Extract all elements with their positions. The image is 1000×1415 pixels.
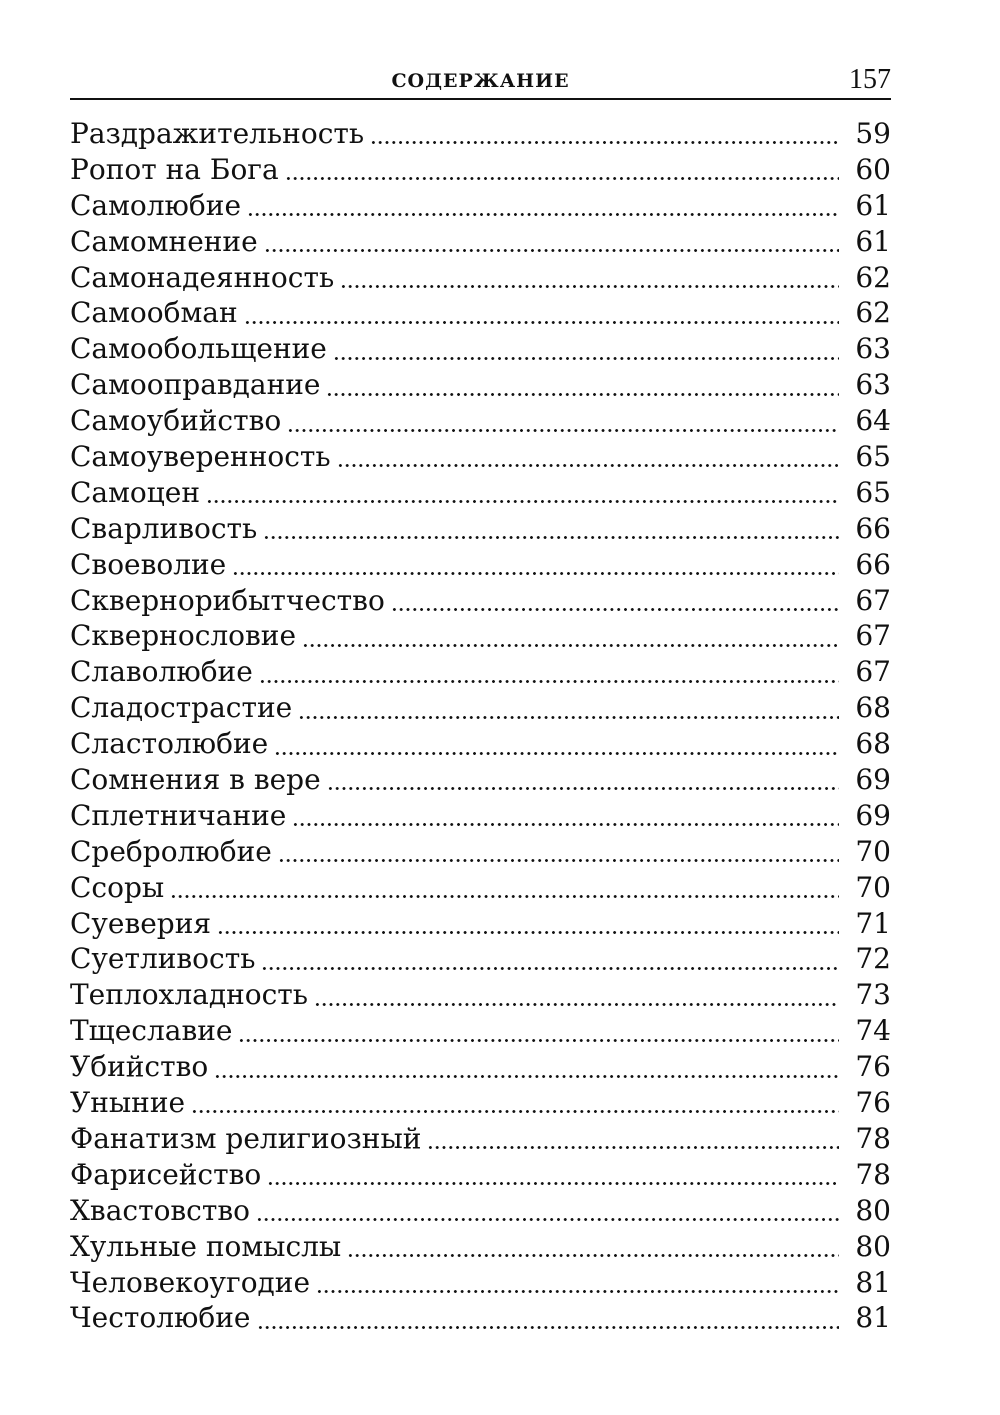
toc-entry-title: Хвастовство (70, 1193, 250, 1227)
dot-leader (259, 680, 839, 683)
toc-entry-page: 80 (855, 1193, 891, 1227)
toc-entry (70, 1157, 891, 1193)
toc-entry-page: 66 (855, 547, 891, 581)
toc-entry-page: 64 (855, 404, 891, 438)
toc-entry-title: Ссоры (70, 870, 165, 904)
toc-entry-title: Самооправдание (70, 368, 321, 402)
toc-entry (70, 1300, 891, 1336)
toc-entry-page: 68 (855, 727, 891, 761)
toc-entry-title: Хульные помыслы (70, 1229, 342, 1263)
toc-entry-title: Тщеславие (70, 1014, 233, 1048)
toc-entry (70, 403, 891, 439)
toc-entry-page: 71 (855, 906, 891, 940)
toc-entry-title: Сварливость (70, 511, 258, 545)
toc-entry-page: 66 (855, 511, 891, 545)
toc-entry-title: Фанатизм религиозный (70, 1121, 422, 1155)
page-number: 157 (849, 64, 891, 95)
dot-leader (314, 1003, 839, 1006)
toc-entry-title: Теплохладность (70, 978, 308, 1012)
toc-entry (70, 511, 891, 547)
dot-leader (261, 967, 839, 970)
dot-leader (278, 859, 839, 862)
dot-leader (391, 608, 839, 611)
toc-entry-title: Убийство (70, 1050, 209, 1084)
toc-entry-title: Раздражительность (70, 117, 365, 150)
toc-entry-page: 81 (855, 1265, 891, 1299)
dot-leader (244, 321, 839, 324)
toc-entry (70, 906, 891, 942)
dot-leader (292, 823, 839, 826)
toc-entry-page: 63 (855, 332, 891, 366)
toc-entry-title: Человекоугодие (70, 1265, 311, 1299)
dot-leader (337, 464, 839, 467)
toc-entry-page: 70 (855, 870, 891, 904)
toc-entry (70, 798, 891, 834)
dot-leader (274, 752, 839, 755)
toc-entry (70, 618, 891, 654)
toc-entry (70, 1229, 891, 1265)
toc-entry-page: 70 (855, 834, 891, 868)
dot-leader (427, 1146, 839, 1149)
dot-leader (214, 1075, 839, 1078)
toc-entry-title: Славолюбие (70, 655, 253, 689)
dot-leader (327, 787, 839, 790)
toc-entry (70, 941, 891, 977)
toc-entry-page: 72 (855, 942, 891, 976)
dot-leader (264, 249, 839, 252)
toc-entry-title: Честолюбие (70, 1301, 251, 1335)
running-header (70, 62, 891, 100)
toc-entry-page: 78 (855, 1157, 891, 1191)
toc-entry-title: Самообольщение (70, 332, 327, 366)
toc-entry (70, 1049, 891, 1085)
toc-entry-title: Самоуверенность (70, 440, 331, 474)
toc-entry-title: Ропот на Бога (70, 152, 279, 186)
dot-leader (316, 1290, 839, 1293)
toc-entry-title: Сплетничание (70, 798, 287, 832)
toc-entry-title: Самообман (70, 296, 238, 330)
toc-entry (70, 152, 891, 188)
toc-entry (70, 224, 891, 260)
toc-entry-page: 62 (855, 260, 891, 294)
dot-leader (326, 393, 839, 396)
toc-entry (70, 439, 891, 475)
dot-leader (347, 1254, 839, 1257)
toc-entry-page: 65 (855, 440, 891, 474)
dot-leader (217, 931, 839, 934)
toc-entry-page: 69 (855, 798, 891, 832)
toc-entry-title: Сребролюбие (70, 834, 272, 868)
toc-entry (70, 331, 891, 367)
toc-entry-page: 76 (855, 1050, 891, 1084)
toc-entry (70, 834, 891, 870)
toc-entry (70, 188, 891, 224)
toc-entry-page: 59 (855, 117, 891, 150)
toc-entry (70, 654, 891, 690)
toc-entry (70, 547, 891, 583)
toc-entry (70, 1193, 891, 1229)
toc-entry (70, 1085, 891, 1121)
toc-entry (70, 367, 891, 403)
toc-entry (70, 870, 891, 906)
toc-entry-page: 63 (855, 368, 891, 402)
toc-entry-title: Суетливость (70, 942, 256, 976)
toc-entry (70, 295, 891, 331)
toc-entry-title: Сладострастие (70, 691, 293, 725)
toc-entry-title: Своеволие (70, 547, 227, 581)
section-title: СОДЕРЖАНИЕ (391, 70, 570, 92)
toc-entry-title: Сквернословие (70, 619, 297, 653)
toc-entry-title: Самонадеянность (70, 260, 335, 294)
toc-entry-page: 81 (855, 1301, 891, 1335)
toc-entry-page: 67 (855, 655, 891, 689)
dot-leader (170, 895, 839, 898)
dot-leader (257, 1326, 840, 1329)
toc-entry-title: Уныние (70, 1086, 186, 1120)
toc-entry-title: Сквернорибытчество (70, 583, 385, 617)
dot-leader (267, 1182, 839, 1185)
toc-entry-title: Самолюбие (70, 188, 242, 222)
toc-entry-page: 62 (855, 296, 891, 330)
toc-entry-title: Суеверия (70, 906, 212, 940)
toc-entry (70, 260, 891, 296)
dot-leader (247, 213, 839, 216)
toc-entry (70, 690, 891, 726)
toc-entry-page: 74 (855, 1014, 891, 1048)
toc-entry-page: 69 (855, 763, 891, 797)
toc-entry-page: 61 (855, 188, 891, 222)
dot-leader (238, 1039, 839, 1042)
dot-leader (285, 177, 839, 180)
toc-entry (70, 583, 891, 619)
toc-entry (70, 726, 891, 762)
toc-entry-page: 67 (855, 619, 891, 653)
dot-leader (370, 141, 839, 144)
dot-leader (333, 357, 839, 360)
dot-leader (298, 716, 839, 719)
toc-entry-title: Самомнение (70, 224, 258, 258)
dot-leader (263, 536, 839, 539)
toc-entry (70, 1121, 891, 1157)
toc-entry-page: 68 (855, 691, 891, 725)
toc-entry-title: Самоубийство (70, 404, 282, 438)
table-of-contents (70, 116, 891, 1336)
toc-entry-title: Фарисейство (70, 1157, 262, 1191)
toc-entry (70, 1265, 891, 1301)
dot-leader (206, 500, 839, 503)
toc-entry-title: Самоцен (70, 475, 200, 509)
toc-entry-page: 60 (855, 152, 891, 186)
toc-entry-page: 76 (855, 1086, 891, 1120)
toc-entry-page: 73 (855, 978, 891, 1012)
toc-entry-title: Сластолюбие (70, 727, 269, 761)
dot-leader (287, 429, 839, 432)
toc-entry (70, 762, 891, 798)
dot-leader (191, 1110, 839, 1113)
toc-entry-page: 65 (855, 475, 891, 509)
toc-entry-page: 67 (855, 583, 891, 617)
toc-entry-title: Сомнения в вере (70, 763, 321, 797)
toc-entry (70, 116, 891, 152)
toc-entry-page: 78 (855, 1121, 891, 1155)
dot-leader (340, 285, 839, 288)
toc-entry (70, 475, 891, 511)
toc-entry (70, 977, 891, 1013)
toc-entry-page: 61 (855, 224, 891, 258)
dot-leader (232, 572, 839, 575)
dot-leader (302, 644, 839, 647)
toc-entry-page: 80 (855, 1229, 891, 1263)
toc-entry (70, 1013, 891, 1049)
dot-leader (256, 1218, 839, 1221)
